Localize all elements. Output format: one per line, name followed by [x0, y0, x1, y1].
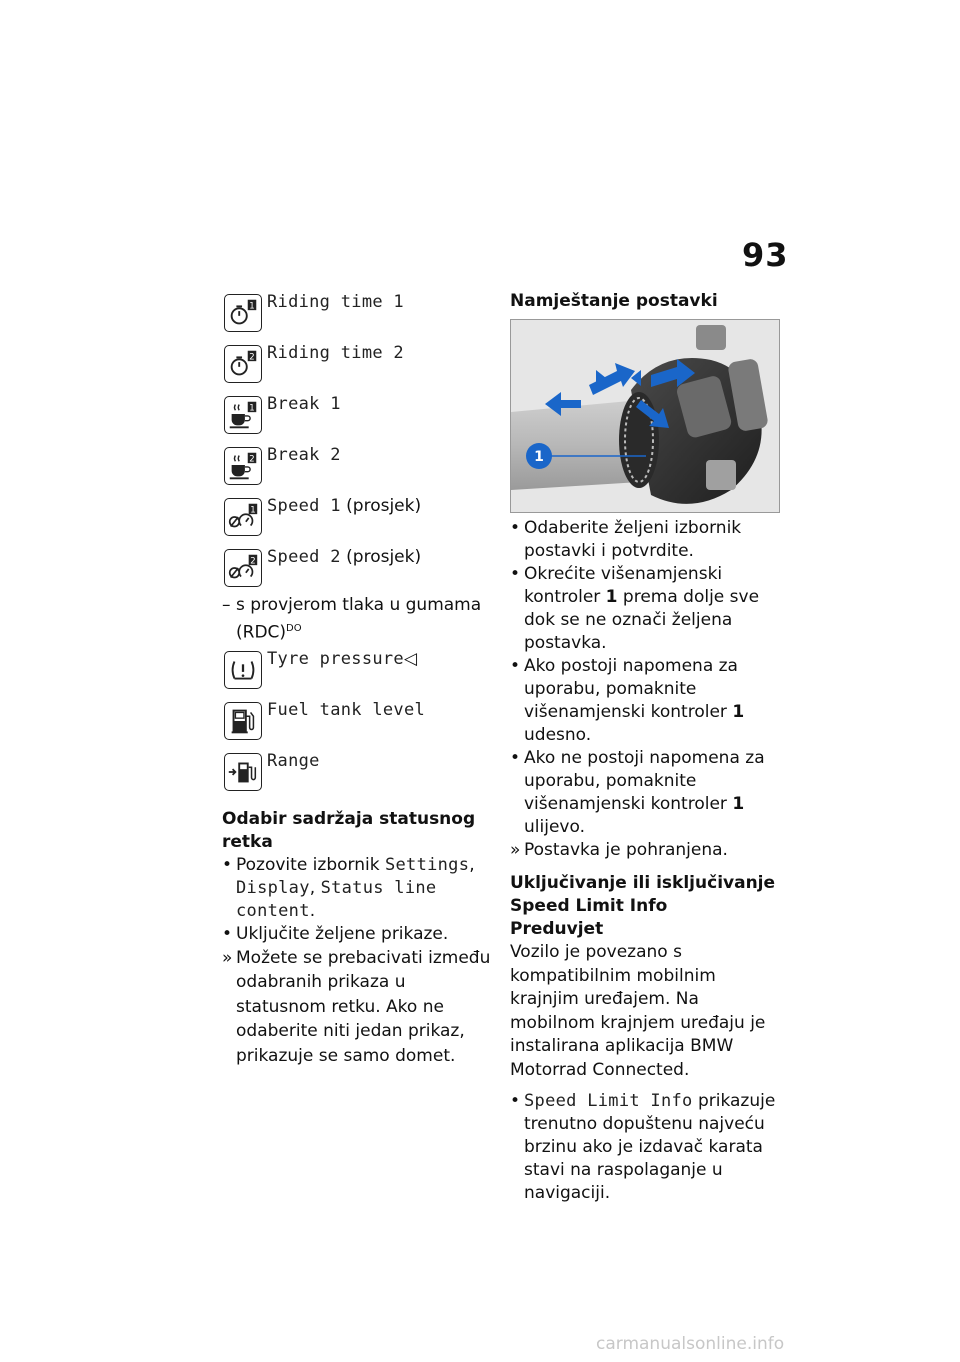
status-result-text: Možete se prebacivati između odabranih prikaza u statusnom retku. Ako ne odaberite niti jedan prikaz, prikazuje se samo domet.: [236, 947, 491, 1066]
icon-row-fuel: [222, 698, 492, 749]
label-speed-2: Speed 2 (prosjek): [267, 547, 422, 567]
prerequisite-heading: Preduvjet: [510, 919, 604, 939]
settings-step-2: [510, 563, 782, 655]
dash-marker: –: [222, 595, 231, 615]
speed-2-icon: [224, 549, 262, 587]
coffee-1-icon: [224, 396, 262, 434]
svg-text:1: 1: [250, 505, 256, 516]
left-column: [222, 290, 492, 1068]
speed-limit-heading: Uključivanje ili isključivanje Speed Limit Info: [510, 873, 776, 916]
prerequisite-text: Vozilo je povezano s kompatibilnim mobilnim krajnjim uređajem. Na mobilnom krajnjem uređaju je instalirana aplikacija BMW Motorrad Connected.: [510, 942, 766, 1080]
page-number: 93: [742, 236, 789, 274]
ref-1: 1: [732, 794, 745, 814]
rdc-note: [222, 594, 492, 645]
bullet-dot: •: [510, 748, 521, 768]
bullet-dot: •: [510, 1091, 521, 1111]
label-break-2: Break 2: [267, 445, 341, 465]
settings-step-1-text: Odaberite željeni izbornik postavki i potvrdite.: [524, 518, 742, 561]
range-icon: [224, 753, 262, 791]
bullet-dot: •: [510, 518, 521, 538]
bullet-dot: •: [222, 854, 233, 875]
sep-1: ,: [469, 854, 475, 875]
menu-display: Display: [236, 877, 310, 898]
settings-step-1: [510, 517, 782, 563]
coffee-2-icon: [224, 447, 262, 485]
label-tyre-pressure: Tyre pressure◁: [267, 648, 418, 669]
svg-text:1: 1: [249, 403, 255, 414]
menu-status-line-content: Status line content: [236, 877, 437, 921]
settings-result-text: Postavka je pohranjena.: [524, 840, 728, 860]
speed-limit-step-text: prikazuje trenutno dopuštenu najveću brzinu ako je izdavač karata stavi na raspolaganje u navigaciji.: [524, 1091, 776, 1203]
svg-text:2: 2: [249, 454, 255, 465]
status-step-2-text: Uključite željene prikaze.: [236, 923, 449, 944]
icon-row-break-2: [222, 443, 492, 494]
label-speed-1: Speed 1 (prosjek): [267, 496, 422, 516]
stopwatch-2-icon: [224, 345, 262, 383]
controller-illustration: [511, 320, 780, 513]
status-step-2: [222, 923, 492, 946]
sep-2: ,: [309, 877, 321, 898]
label-range: Range: [267, 750, 320, 771]
bullet-dot: •: [222, 923, 233, 944]
result-marker: »: [510, 840, 521, 860]
result-marker: »: [222, 947, 233, 968]
menu-speed-limit-info: Speed Limit Info: [524, 1091, 693, 1111]
icon-row-speed-1: [222, 494, 492, 545]
settings-heading: Namještanje postavki: [510, 291, 718, 311]
handlebar-controller-photo: [510, 319, 780, 513]
status-step-1: [222, 854, 492, 923]
ref-1: 1: [732, 702, 745, 722]
speed-1-icon: [224, 498, 262, 536]
stopwatch-1-icon: [224, 294, 262, 332]
menu-settings: Settings: [384, 854, 470, 875]
settings-step-4: [510, 747, 782, 839]
ref-1: 1: [605, 587, 618, 607]
settings-step-3-text-c: udesno.: [524, 725, 592, 745]
icon-row-riding-time-2: [222, 341, 492, 392]
icon-row-speed-2: [222, 545, 492, 596]
right-column: [510, 290, 782, 1205]
settings-step-4-text-a: Ako ne postoji napomena za uporabu, pomaknite višenamjenski kontroler: [524, 748, 765, 814]
callout-1: 1: [534, 449, 544, 465]
settings-step-2-text-c: prema dolje sve dok se ne označi željena postavka.: [524, 587, 760, 653]
status-result: [222, 946, 492, 1069]
settings-step-4-text-c: ulijevo.: [524, 817, 585, 837]
end-period: .: [309, 900, 316, 921]
watermark: carmanualsonline.info: [596, 1334, 785, 1354]
settings-step-3-text-a: Ako postoji napomena za uporabu, pomaknite višenamjenski kontroler: [524, 656, 738, 722]
rdc-sup: DO: [286, 623, 302, 634]
icon-row-range: [222, 749, 492, 800]
icon-row-break-1: [222, 392, 492, 443]
label-break-1: Break 1: [267, 394, 341, 414]
bullet-dot: •: [510, 564, 521, 584]
fuel-pump-icon: [224, 702, 262, 740]
label-riding-time-2: Riding time 2: [267, 343, 404, 363]
rdc-text: s provjerom tlaka u gumama (RDC): [236, 595, 482, 643]
icon-row-tyre-pressure: [222, 647, 492, 698]
status-heading: Odabir sadržaja statusnog retka: [222, 808, 476, 852]
svg-text:1: 1: [249, 301, 255, 312]
icon-row-riding-time-1: [222, 290, 492, 341]
label-fuel: Fuel tank level: [267, 699, 426, 720]
svg-text:2: 2: [249, 352, 255, 363]
bullet-dot: •: [510, 656, 521, 676]
speed-limit-step: [510, 1090, 782, 1205]
settings-step-3: [510, 655, 782, 747]
status-step-1-text: Pozovite izbornik: [236, 854, 385, 875]
tyre-pressure-icon: [224, 651, 262, 689]
settings-result: [510, 839, 782, 862]
label-riding-time-1: Riding time 1: [267, 292, 404, 312]
settings-step-2-text-a: Okrećite višenamjenski kontroler: [524, 564, 723, 607]
svg-text:2: 2: [250, 556, 256, 567]
